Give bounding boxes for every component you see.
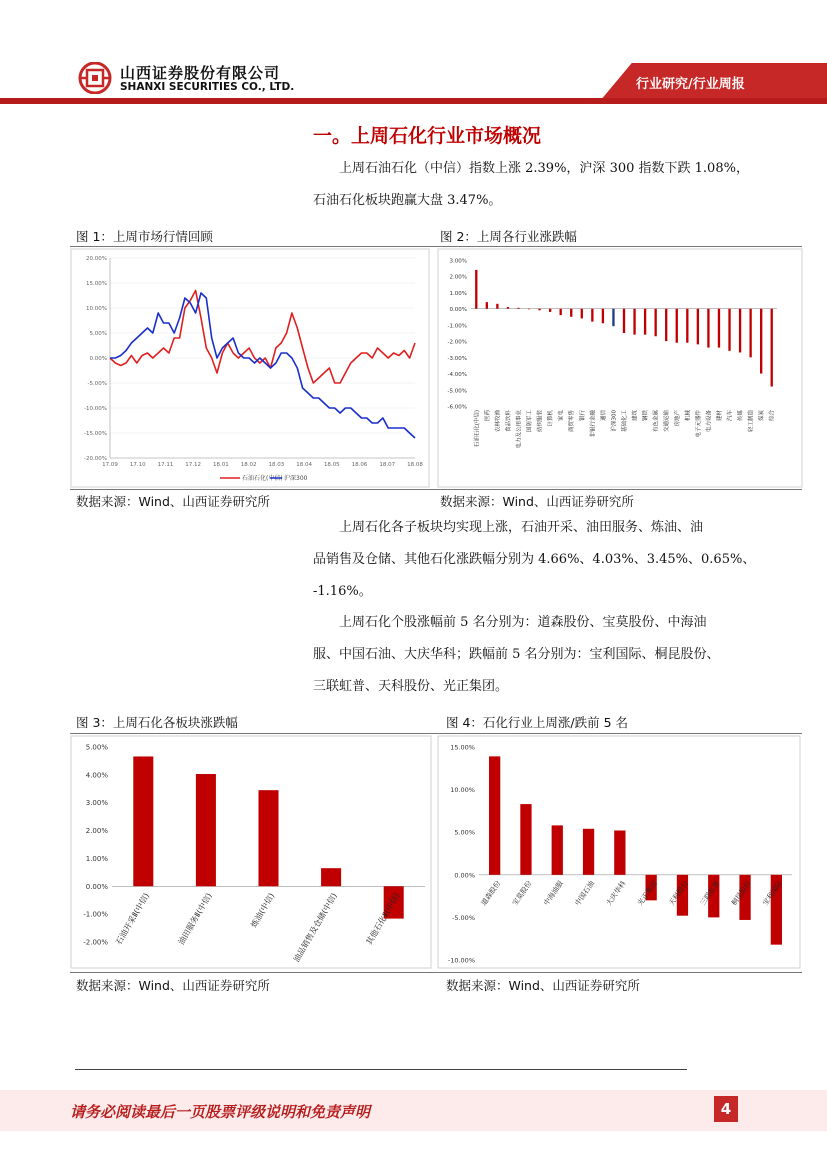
category-label: 电子元器件 bbox=[695, 410, 702, 438]
y-tick-label: -10.00% bbox=[84, 406, 107, 412]
category-label: 商贸零售 bbox=[569, 410, 576, 433]
bar bbox=[560, 309, 562, 315]
paragraph-2-line-1: 上周石化各子板块均实现上涨，石油开采、油田服务、炼油、油 bbox=[339, 520, 704, 535]
y-tick-label: 4.00% bbox=[85, 771, 108, 780]
category-label: 宝莫股份 bbox=[510, 879, 534, 908]
category-label: 钢铁 bbox=[643, 410, 650, 422]
y-tick-label: -5.00% bbox=[87, 381, 107, 387]
bar bbox=[507, 307, 509, 309]
bar bbox=[591, 309, 593, 322]
category-label: 宝利国际 bbox=[761, 879, 784, 908]
bar bbox=[644, 309, 646, 335]
paragraph-2-line-2: 品销售及仓储、其他石化涨跌幅分别为 4.66%、4.03%、3.45%、0.65%、 bbox=[313, 552, 756, 567]
y-tick-label: -10.00% bbox=[447, 956, 475, 965]
x-tick-label: 18.06 bbox=[351, 462, 368, 468]
figure-4-bar-chart bbox=[437, 735, 801, 973]
bar bbox=[614, 830, 625, 874]
company-name-cn: 山西证券股份有限公司 bbox=[120, 64, 281, 82]
paragraph-2 bbox=[313, 512, 763, 608]
category-label: 传媒 bbox=[738, 410, 745, 422]
figure-3-title: 图 3：上周石化各板块涨跌幅 bbox=[76, 715, 238, 730]
y-tick-label: 2.00% bbox=[85, 827, 108, 836]
bar bbox=[133, 756, 153, 886]
category-label: 道森股份 bbox=[479, 879, 503, 908]
category-label: 大庆华科 bbox=[604, 879, 628, 908]
bar bbox=[583, 829, 594, 875]
category-label: 煤炭 bbox=[759, 410, 766, 422]
x-tick-label: 18.01 bbox=[213, 462, 229, 468]
x-tick-label: 17.11 bbox=[157, 462, 174, 468]
y-tick-label: -2.00% bbox=[447, 339, 467, 346]
y-tick-label: -1.00% bbox=[447, 323, 467, 330]
bar bbox=[654, 309, 656, 337]
category-label: 非银行金融 bbox=[590, 410, 597, 438]
y-tick-label: -5.00% bbox=[447, 388, 467, 395]
category-label: 房地产 bbox=[674, 410, 681, 427]
report-category: 行业研究/行业周报 bbox=[636, 77, 745, 92]
category-label: 电力设备 bbox=[706, 410, 713, 433]
y-tick-label: 10.00% bbox=[86, 306, 107, 312]
bar bbox=[196, 774, 216, 886]
bar bbox=[718, 309, 720, 348]
category-label: 炼油(中信) bbox=[249, 891, 277, 930]
y-tick-label: -6.00% bbox=[447, 404, 467, 411]
figure-row-1-top-rule bbox=[70, 246, 802, 247]
category-label: 油田服务Ⅱ(中信) bbox=[176, 891, 214, 947]
category-label: 天科股份 bbox=[667, 879, 691, 908]
category-label: 计算机 bbox=[548, 410, 555, 427]
bar bbox=[489, 756, 500, 874]
company-logo-icon bbox=[78, 62, 112, 94]
y-tick-label: 15.00% bbox=[450, 743, 475, 752]
figure-2-bar-chart bbox=[437, 248, 803, 492]
bar bbox=[771, 309, 773, 387]
x-tick-label: 17.09 bbox=[102, 462, 118, 468]
company-name-en: SHANXI SECURITIES CO., LTD. bbox=[120, 81, 295, 93]
bar bbox=[633, 309, 635, 335]
y-tick-label: 0.00% bbox=[85, 882, 108, 891]
bar bbox=[321, 868, 341, 886]
category-label: 中国石油 bbox=[573, 879, 597, 908]
category-label: 三联虹普 bbox=[698, 879, 722, 908]
y-tick-label: 5.00% bbox=[454, 828, 475, 837]
bar bbox=[517, 308, 519, 309]
x-tick-label: 18.02 bbox=[240, 462, 257, 468]
figure-row-2-bottom-rule bbox=[70, 972, 802, 973]
bar bbox=[581, 309, 583, 319]
figure-row-1-bottom-rule bbox=[70, 489, 802, 490]
figure-2-title: 图 2：上周各行业涨跌幅 bbox=[440, 229, 577, 244]
y-tick-label: -4.00% bbox=[447, 372, 467, 379]
category-label: 桐昆股份 bbox=[730, 879, 753, 908]
paragraph-1-line-1: 上周石油石化（中信）指数上涨 2.39%，沪深 300 指数下跌 1.08%， bbox=[339, 161, 749, 176]
y-tick-label: 0.00% bbox=[89, 356, 107, 362]
y-tick-label: -5.00% bbox=[452, 913, 475, 922]
paragraph-3-line-1: 上周石化个股涨幅前 5 名分别为：道森股份、宝莫股份、中海油 bbox=[339, 615, 707, 630]
paragraph-3-line-2: 服、中国石油、大庆华科；跌幅前 5 名分别为：宝利国际、桐昆股份、 bbox=[313, 647, 720, 662]
x-tick-label: 18.08 bbox=[407, 462, 423, 468]
category-label: 光正集团 bbox=[636, 879, 659, 908]
y-tick-label: -2.00% bbox=[83, 938, 108, 947]
y-tick-label: -20.00% bbox=[84, 456, 107, 462]
category-label: 其他石化Ⅱ(中信) bbox=[364, 891, 402, 947]
bar bbox=[728, 309, 730, 351]
footer-disclaimer: 请务必阅读最后一页股票评级说明和免责声明 bbox=[70, 1103, 371, 1121]
y-tick-label: 15.00% bbox=[86, 281, 107, 287]
y-tick-label: 1.00% bbox=[449, 290, 467, 297]
y-tick-label: 20.00% bbox=[86, 256, 107, 262]
category-label: 医药 bbox=[484, 410, 491, 422]
category-label: 石油开采Ⅱ(中信) bbox=[114, 891, 152, 947]
category-label: 建材 bbox=[716, 410, 723, 422]
figure-row-2-top-rule bbox=[70, 733, 802, 734]
bar bbox=[496, 304, 498, 309]
figure-3-source: 数据来源：Wind、山西证券研究所 bbox=[76, 978, 270, 993]
page-number: 4 bbox=[714, 1096, 738, 1122]
bar bbox=[739, 309, 741, 353]
x-tick-label: 17.12 bbox=[185, 462, 202, 468]
x-tick-label: 17.10 bbox=[129, 462, 146, 468]
y-tick-label: 0.00% bbox=[449, 307, 467, 314]
y-tick-label: 2.00% bbox=[449, 274, 467, 281]
x-tick-label: 18.04 bbox=[296, 462, 312, 468]
footer-rule bbox=[75, 1069, 687, 1070]
bar bbox=[549, 309, 551, 312]
paragraph-1 bbox=[313, 153, 753, 217]
bar bbox=[258, 790, 278, 886]
category-label: 沪深300 bbox=[611, 410, 618, 432]
category-label: 油品销售及仓储(中信) bbox=[291, 891, 339, 964]
x-tick-label: 18.05 bbox=[323, 462, 340, 468]
bar bbox=[697, 309, 699, 345]
bar bbox=[686, 309, 688, 343]
figure-3-bar-chart bbox=[70, 735, 432, 973]
category-label: 汽车 bbox=[727, 410, 734, 422]
category-label: 机械 bbox=[685, 410, 692, 422]
figure-1-title: 图 1：上周市场行情回顾 bbox=[76, 229, 213, 244]
x-tick-label: 18.03 bbox=[268, 462, 285, 468]
category-label: 基础化工 bbox=[622, 410, 628, 433]
bar bbox=[707, 309, 709, 348]
category-label: 有色金属 bbox=[653, 410, 660, 433]
category-label: 电力及公用事业 bbox=[516, 410, 523, 449]
figure-4-source: 数据来源：Wind、山西证券研究所 bbox=[446, 978, 640, 993]
bar bbox=[665, 309, 667, 341]
y-tick-label: 0.00% bbox=[454, 871, 475, 880]
bar bbox=[538, 309, 540, 311]
y-tick-label: 5.00% bbox=[89, 331, 107, 337]
category-label: 农林牧渔 bbox=[495, 410, 502, 433]
y-tick-label: 3.00% bbox=[449, 258, 467, 265]
category-label: 通信 bbox=[600, 410, 607, 422]
y-tick-label: -15.00% bbox=[84, 431, 107, 437]
paragraph-2-line-3: -1.16%。 bbox=[313, 584, 372, 599]
y-tick-label: 1.00% bbox=[85, 854, 108, 863]
bar bbox=[486, 302, 488, 308]
bar bbox=[475, 270, 477, 309]
category-label: 中海油服 bbox=[542, 879, 565, 908]
figure-1-source: 数据来源：Wind、山西证券研究所 bbox=[76, 494, 270, 509]
figure-4-title: 图 4：石化行业上周涨/跌前 5 名 bbox=[446, 715, 629, 730]
y-tick-label: 5.00% bbox=[85, 743, 108, 752]
y-tick-label: 3.00% bbox=[85, 799, 108, 808]
bar bbox=[749, 309, 751, 358]
figure-2-source: 数据来源：Wind、山西证券研究所 bbox=[440, 494, 634, 509]
legend-series-2: 沪深300 bbox=[284, 475, 308, 482]
category-label: 交通运输 bbox=[664, 410, 671, 433]
category-label: 轻工制造 bbox=[748, 410, 755, 433]
legend-series-1: 石油石化(中信) bbox=[242, 475, 283, 482]
bar bbox=[528, 309, 530, 310]
bar bbox=[623, 309, 625, 333]
bar bbox=[552, 825, 563, 874]
bar bbox=[676, 309, 678, 343]
bar bbox=[602, 309, 604, 324]
category-label: 家电 bbox=[558, 410, 565, 422]
category-label: 石油石化(中信) bbox=[474, 410, 481, 448]
bar bbox=[520, 804, 531, 875]
category-label: 国防军工 bbox=[527, 410, 534, 433]
paragraph-1-line-2: 石油石化板块跑赢大盘 3.47%。 bbox=[313, 193, 502, 208]
category-label: 建筑 bbox=[632, 410, 639, 422]
category-label: 纺织服装 bbox=[537, 410, 544, 433]
paragraph-3-line-3: 三联虹普、天科股份、光正集团。 bbox=[313, 679, 509, 694]
category-label: 银行 bbox=[579, 410, 586, 422]
paragraph-3 bbox=[313, 607, 763, 703]
bar bbox=[760, 309, 762, 374]
y-tick-label: 10.00% bbox=[450, 786, 475, 795]
header-band bbox=[0, 98, 827, 104]
section-title: 一。上周石化行业市场概况 bbox=[313, 125, 542, 147]
category-label: 综合 bbox=[769, 410, 776, 422]
figure-1-line-chart bbox=[70, 248, 430, 492]
y-tick-label: -3.00% bbox=[447, 355, 467, 362]
x-tick-label: 18.07 bbox=[379, 462, 396, 468]
category-label: 食品饮料 bbox=[505, 410, 512, 433]
y-tick-label: -1.00% bbox=[83, 910, 108, 919]
bar bbox=[612, 309, 614, 327]
bar bbox=[570, 309, 572, 317]
